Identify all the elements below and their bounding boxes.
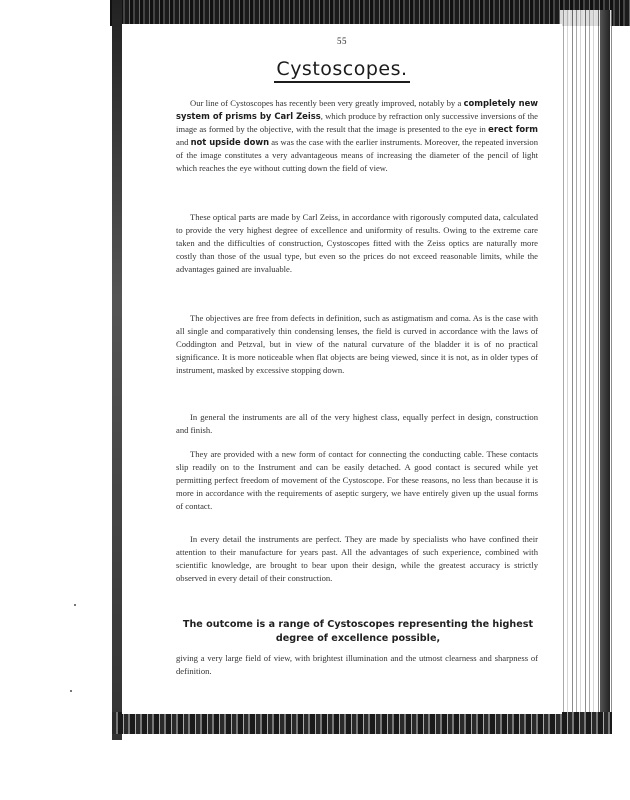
paragraph-prisms <box>176 97 538 176</box>
scan-speck <box>70 690 72 692</box>
scan-border-right-dark <box>600 10 610 730</box>
paragraph-optical-parts: These optical parts are made by Carl Zeiss, in accordance with rigorously computed data, calculated to provide the very highest degree of excellence and uniformity of results. Owing to the extreme care taken and the difficulties of construction, Cystoscopes fitted with the Zeiss optics are naturally more costly than those of the usual type, but even so the prices do not exceed reasonable limits, while the advantages gained are invaluable. <box>176 212 538 275</box>
paragraph-general: In general the instruments are all of the very highest class, equally perfect in design, construction and finish. <box>176 412 538 436</box>
emphasis-text: completely new system of prisms by Carl Zeiss <box>176 98 538 122</box>
paragraph-text: Our line of Cystoscopes has recently been very greatly improved, notably by a <box>190 98 464 108</box>
page-title <box>122 58 562 80</box>
paragraph-text: , which produce by refraction only successive inversions of the image as formed by the objective, with the result that the image is presented to the eye in <box>176 111 538 135</box>
scan-border-top <box>110 0 630 26</box>
paragraph-closing: giving a very large field of view, with brightest illumination and the utmost clearness and sharpness of definition. <box>176 653 538 677</box>
scan-speck <box>74 604 76 606</box>
paragraph-text: as was the case with the earlier instruments. Moreover, the repeated inversion of the image constitutes a very advantageous means of increasing the diameter of the pencil of light which reaches the eye without cutting down the field of view. <box>176 137 538 174</box>
scan-border-bottom <box>112 712 612 734</box>
scan-border-left <box>112 0 122 740</box>
page-number: 55 <box>337 36 347 46</box>
document-page <box>122 24 562 714</box>
paragraph-contact: They are provided with a new form of contact for connecting the conducting cable. These contacts slip readily on to the Instrument and can be easily detached. A good contact is secured while yet permitting perfect freedom of movement of the Cystoscope. For these reasons, no less than because it is more in accordance with the requirements of aseptic surgery, we have entirely given up the usual forms of contact. <box>176 449 538 512</box>
paragraph-text: and <box>176 137 191 148</box>
paragraph-detail: In every detail the instruments are perfect. They are made by specialists who have confined their attention to their manufacture for years past. All the advantages of such experience, combined with scientific knowledge, are brought to bear upon their design, while the greatest accuracy is strictly observed in every detail of their construction. <box>176 534 538 584</box>
page-title-text: Cystoscopes. <box>274 58 409 83</box>
emphasis-text: not upside down <box>190 137 270 148</box>
paragraph-objectives: The objectives are free from defects in definition, such as astigmatism and coma. As is the case with all single and comparatively thin condensing lenses, the field is curved in accordance with the laws of Coddington and Petzval, but in view of the natural curvature of the bladder it is of no practical significance. It is more noticeable when flat objects are being viewed, since it is not, as in older types of instrument, masked by excessive stopping down. <box>176 313 538 376</box>
emphasis-text: erect form <box>488 124 538 135</box>
outcome-heading: The outcome is a range of Cystoscopes representing the highest degree of excellence possible, <box>182 619 534 644</box>
